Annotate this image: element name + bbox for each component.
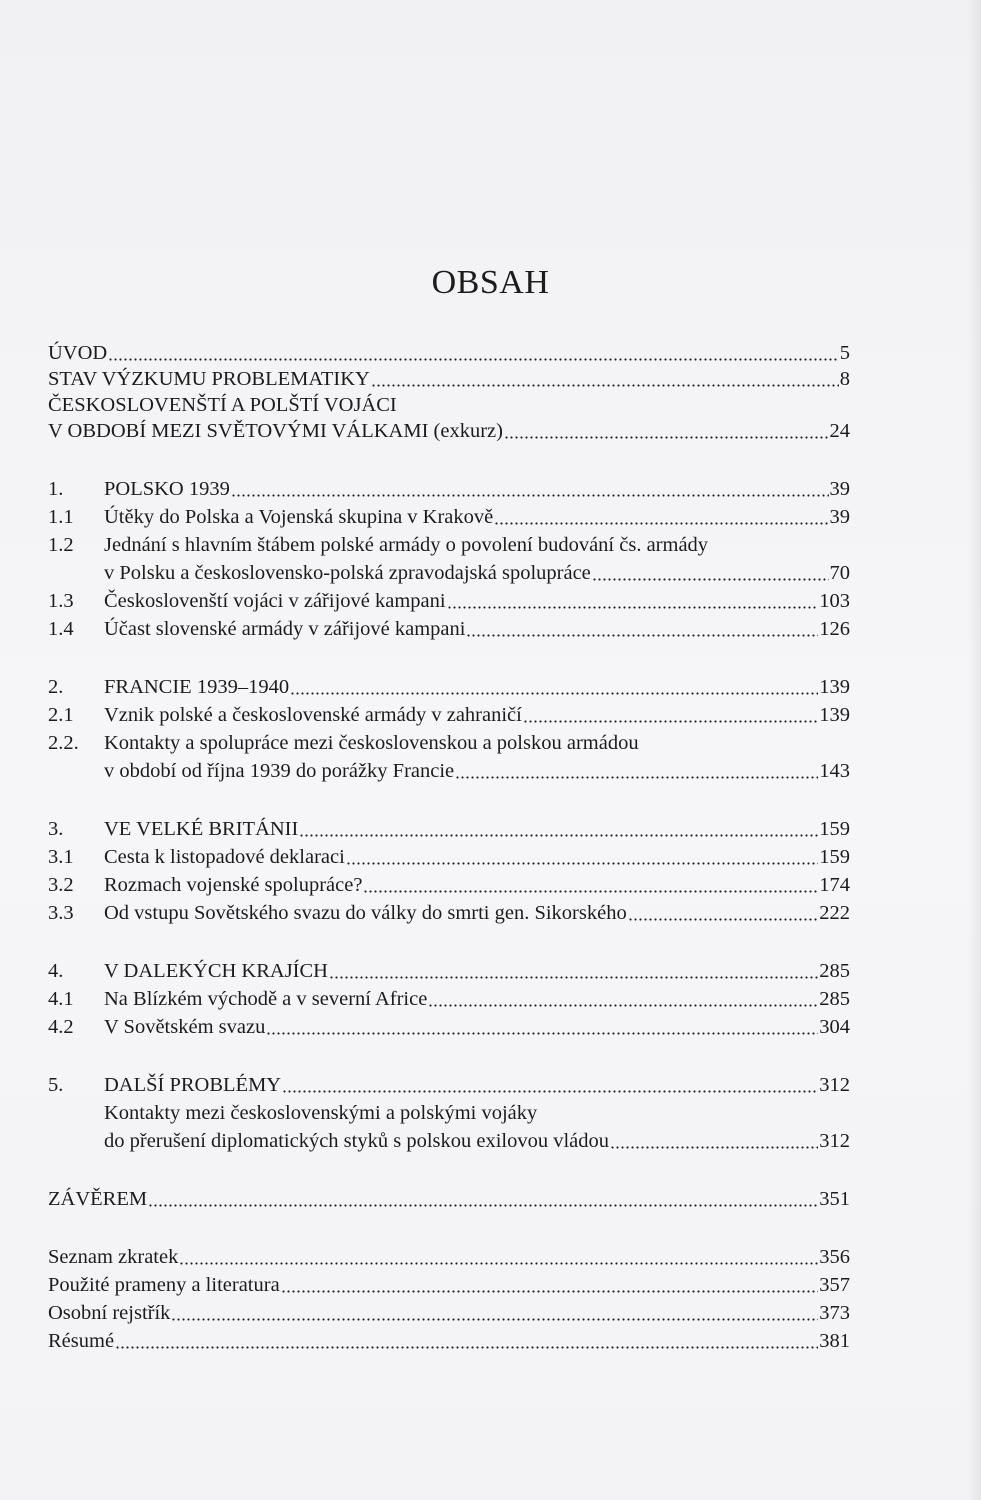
toc-entry-title: V Sovětském svazu — [104, 1016, 266, 1038]
toc-entry-number: 4. — [48, 960, 64, 982]
toc-entry — [48, 758, 850, 784]
toc-entry-title: do přerušení diplomatických styků s polskou exilovou vládou — [104, 1130, 610, 1152]
toc-leader-dots — [282, 1090, 818, 1093]
toc-entry-page-number: 357 — [819, 1274, 850, 1296]
toc-entry-page-number: 312 — [819, 1130, 850, 1152]
toc-entry-title: Českoslovenští vojáci v zářijové kampani — [104, 590, 446, 612]
toc-entry — [48, 340, 850, 366]
toc-entry-body — [104, 1128, 850, 1154]
toc-entry-body — [48, 1300, 850, 1326]
toc-entry-page-number: 351 — [819, 1188, 850, 1210]
toc-entry-title: v období od října 1939 do porážky Francie — [104, 760, 455, 782]
toc-leader-dots — [179, 1262, 818, 1265]
toc-entry-page-number: 139 — [819, 704, 850, 726]
toc-entry-title: Kontakty mezi československými a polskými vojáky — [104, 1102, 538, 1124]
toc-entry-title: FRANCIE 1939–1940 — [104, 676, 290, 698]
toc-entry-title: v Polsku a československo-polská zpravodajská spolupráce — [104, 562, 591, 584]
toc-leader-dots — [592, 578, 829, 581]
toc-entry-body — [104, 560, 850, 586]
toc-leader-dots — [455, 776, 818, 779]
toc-entry-page-number: 373 — [819, 1302, 850, 1324]
toc-leader-dots — [610, 1146, 818, 1149]
toc-entry — [48, 1244, 850, 1270]
toc-entry-body — [104, 844, 850, 870]
toc-entry-body — [48, 1272, 850, 1298]
toc-entry-page-number: 381 — [819, 1330, 850, 1352]
toc-leader-dots — [266, 1032, 818, 1035]
toc-entry-title: Účast slovenské armády v zářijové kampani — [104, 618, 466, 640]
toc-entry-title: Kontakty a spolupráce mezi československou a polskou armádou — [104, 732, 639, 754]
page-edge-shadow — [967, 0, 981, 1500]
toc-entry — [48, 1014, 850, 1040]
toc-entry-body — [104, 986, 850, 1012]
toc-entry-page-number: 39 — [829, 478, 850, 500]
toc-entry-body — [104, 958, 850, 984]
toc-leader-dots — [148, 1204, 818, 1207]
toc-entry-body — [48, 366, 850, 392]
toc-entry-body — [104, 872, 850, 898]
toc-entry-title: DALŠÍ PROBLÉMY — [104, 1074, 282, 1096]
toc-leader-dots — [371, 384, 839, 387]
toc-entry-page-number: 139 — [819, 676, 850, 698]
toc-leader-dots — [504, 436, 829, 439]
toc-entry-body — [104, 816, 850, 842]
toc-entry-body — [48, 1244, 850, 1270]
toc-entry — [48, 730, 850, 756]
toc-entry — [48, 816, 850, 842]
toc-entry-page-number: 159 — [819, 818, 850, 840]
toc-entry — [48, 392, 850, 418]
toc-entry-page-number: 356 — [819, 1246, 850, 1268]
toc-entry — [48, 702, 850, 728]
toc-entry — [48, 560, 850, 586]
toc-entry-title: VE VELKÉ BRITÁNII — [104, 818, 299, 840]
toc-entry — [48, 1100, 850, 1126]
toc-entry-title: Od vstupu Sovětského svazu do války do smrti gen. Sikorského — [104, 902, 627, 924]
toc-entry-body — [48, 1186, 850, 1212]
toc-entry — [48, 504, 850, 530]
toc-entry-body — [104, 588, 850, 614]
toc-entry-title: Résumé — [48, 1330, 115, 1352]
toc-entry-title: Osobní rejstřík — [48, 1302, 171, 1324]
toc-entry-number: 1.3 — [48, 590, 74, 612]
toc-entry-body — [104, 1014, 850, 1040]
toc-entry — [48, 1186, 850, 1212]
toc-entry — [48, 418, 850, 444]
toc-leader-dots — [299, 834, 818, 837]
toc-entry-title: STAV VÝZKUMU PROBLEMATIKY — [48, 368, 370, 390]
toc-entry-title: Jednání s hlavním štábem polské armády o povolení budování čs. armády — [104, 534, 709, 556]
toc-entry-title: Cesta k listopadové deklaraci — [104, 846, 345, 868]
toc-entry — [48, 1072, 850, 1098]
toc-entry — [48, 1328, 850, 1354]
toc-entry-page-number: 285 — [819, 988, 850, 1010]
toc-entry-page-number: 24 — [829, 420, 850, 442]
toc-entry — [48, 366, 850, 392]
toc-leader-dots — [628, 918, 819, 921]
toc-entry-page-number: 143 — [819, 760, 850, 782]
toc-entry-number: 3.1 — [48, 846, 74, 868]
toc-entry-title: V DALEKÝCH KRAJÍCH — [104, 960, 328, 982]
toc-entry — [48, 1300, 850, 1326]
toc-entry-number: 2.2. — [48, 732, 79, 754]
toc-entry-body — [104, 476, 850, 502]
toc-entry-number: 1.1 — [48, 506, 74, 528]
toc-entry-page-number: 8 — [839, 368, 850, 390]
toc-entry-body — [104, 616, 850, 642]
toc-entry-body — [48, 1328, 850, 1354]
toc-entry — [48, 616, 850, 642]
toc-entry — [48, 844, 850, 870]
toc-title: OBSAH — [431, 264, 550, 301]
toc-entry — [48, 986, 850, 1012]
toc-entry — [48, 1272, 850, 1298]
toc-entry-page-number: 70 — [829, 562, 850, 584]
toc-leader-dots — [466, 634, 818, 637]
toc-leader-dots — [447, 606, 819, 609]
toc-entry-body — [104, 674, 850, 700]
toc-entry-number: 1.2 — [48, 534, 74, 556]
toc-leader-dots — [281, 1290, 819, 1293]
toc-entry-page-number: 285 — [819, 960, 850, 982]
toc-entry-body — [104, 900, 850, 926]
toc-entry-body — [48, 392, 850, 418]
toc-entry-number: 2.1 — [48, 704, 74, 726]
toc-entry-title: Seznam zkratek — [48, 1246, 179, 1268]
toc-entry-page-number: 222 — [819, 902, 850, 924]
toc-entry-number: 5. — [48, 1074, 64, 1096]
toc-entry-title: Rozmach vojenské spolupráce? — [104, 874, 363, 896]
toc-entry-page-number: 5 — [839, 342, 850, 364]
toc-entry-page-number: 312 — [819, 1074, 850, 1096]
toc-entry-page-number: 304 — [819, 1016, 850, 1038]
toc-entry-number: 2. — [48, 676, 64, 698]
toc-entry-page-number: 103 — [819, 590, 850, 612]
toc-leader-dots — [115, 1346, 818, 1349]
toc-entry-title: ZÁVĚREM — [48, 1188, 148, 1210]
toc-entry — [48, 958, 850, 984]
toc-entry-number: 3.3 — [48, 902, 74, 924]
toc-entry-page-number: 39 — [829, 506, 850, 528]
toc-entry — [48, 1128, 850, 1154]
toc-leader-dots — [290, 692, 818, 695]
toc-entry-number: 1.4 — [48, 618, 74, 640]
toc-leader-dots — [108, 358, 839, 361]
toc-entry-title: ČESKOSLOVENŠTÍ A POLŠTÍ VOJÁCI — [48, 394, 397, 416]
toc-entry-body — [104, 1072, 850, 1098]
toc-entry — [48, 674, 850, 700]
toc-entry — [48, 900, 850, 926]
toc-entry-body — [104, 504, 850, 530]
toc-leader-dots — [171, 1318, 818, 1321]
toc-leader-dots — [428, 1004, 818, 1007]
toc-entry — [48, 588, 850, 614]
toc-leader-dots — [494, 522, 828, 525]
toc-leader-dots — [346, 862, 818, 865]
toc-entry-number: 3.2 — [48, 874, 74, 896]
toc-entry-title: Použité prameny a literatura — [48, 1274, 280, 1296]
toc-entry-title: ÚVOD — [48, 342, 108, 364]
toc-entry-body — [48, 418, 850, 444]
toc-entry-title: POLSKO 1939 — [104, 478, 230, 500]
toc-entry-page-number: 159 — [819, 846, 850, 868]
toc-entry-title: Útěky do Polska a Vojenská skupina v Krakově — [104, 506, 494, 528]
toc-entry-body — [104, 730, 850, 756]
toc-entry — [48, 872, 850, 898]
toc-entry-page-number: 126 — [819, 618, 850, 640]
toc-entry-body — [48, 340, 850, 366]
toc-entry-number: 3. — [48, 818, 64, 840]
toc-leader-dots — [329, 976, 818, 979]
toc-entry-title: Na Blízkém východě a v severní Africe — [104, 988, 428, 1010]
toc-entry-body — [104, 1100, 850, 1126]
toc-entry-body — [104, 702, 850, 728]
toc-entry-body — [104, 532, 850, 558]
toc-entry-title: V OBDOBÍ MEZI SVĚTOVÝMI VÁLKAMI (exkurz) — [48, 420, 503, 442]
toc-leader-dots — [523, 720, 818, 723]
toc-entry-number: 1. — [48, 478, 64, 500]
toc-entry-body — [104, 758, 850, 784]
toc-entry-number: 4.2 — [48, 1016, 74, 1038]
toc-entry — [48, 476, 850, 502]
toc-entry-number: 4.1 — [48, 988, 74, 1010]
toc-entry-title: Vznik polské a československé armády v zahraničí — [104, 704, 522, 726]
toc-leader-dots — [231, 494, 829, 497]
toc-leader-dots — [363, 890, 818, 893]
toc-entry-page-number: 174 — [819, 874, 850, 896]
toc-entry — [48, 532, 850, 558]
